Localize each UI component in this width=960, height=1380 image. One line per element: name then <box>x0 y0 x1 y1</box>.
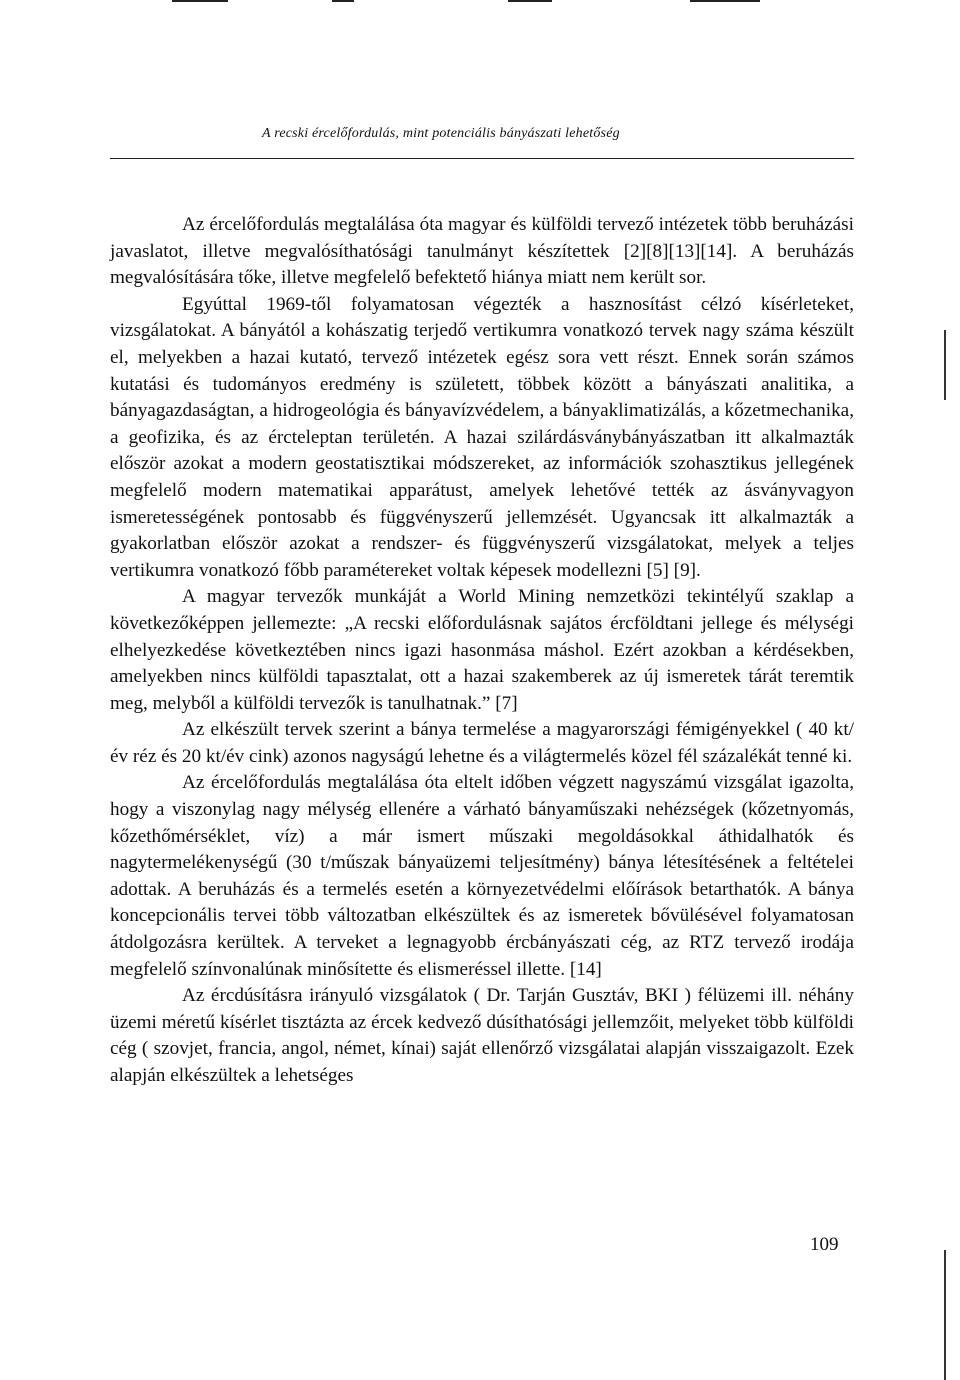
scan-edge-mark <box>944 1250 946 1380</box>
paragraph: Az elkészült tervek szerint a bánya termelése a magyarországi fémigényekkel ( 40 kt/év réz és 20 kt/év cink) azonos nagyságú lehetne és a világtermelés közel fél százalékát tenné ki. <box>110 719 854 767</box>
body-text <box>110 212 854 1090</box>
scan-edge-mark <box>508 0 552 2</box>
running-head: A recski ércelőfordulás, mint potenciális bányászati lehetőség <box>262 126 620 141</box>
paragraph: Egyúttal 1969-től folyamatosan végezték a hasznosítást célzó kísérleteket, vizsgálatokat. A bányától a kohászatig terjedő vertikumra vonatkozó tervek nagy száma készült el, melyekben a hazai kutató, tervező intézetek egész sora vett részt. Ennek során számos kutatási és tudományos eredmény is született, többek között a bányászati analitika, a bányagazdaságtan, a hidrogeológia és bányavízvédelem, a bányaklimatizálás, a kőzetmechanika, a geofizika, és az ércteleptan területén. A hazai szilárdásványbányászatban itt alkalmazták először azokat a modern geostatisztikai módszereket, az információk szohasztikus jellegének megfelelő modern matematikai apparátust, amelyek lehetővé tették az ásványvagyon ismeretességének pontosabb és függvényszerű jellemzését. Ugyancsak itt alkalmazták a gyakorlatban először azokat a rendszer- és függvényszerű vizsgálatokat, melyek a teljes vertikumra vonatkozó főbb paramétereket voltak képesek modellezni [5] [9]. <box>110 293 854 581</box>
page-number: 109 <box>810 1234 839 1255</box>
scan-edge-mark <box>332 0 354 2</box>
scan-edge-mark <box>172 0 228 2</box>
paragraph: Az ércelőfordulás megtalálása óta magyar és külföldi tervező intézetek több beruházási javaslatot, illetve megvalósíthatósági tanulmányt készítettek [2][8][13][14]. A beruházás megvalósítására tőke, illetve megfelelő befektető hiánya miatt nem került sor. <box>110 214 854 289</box>
paragraph: Az ércelőfordulás megtalálása óta eltelt időben végzett nagyszámú vizsgálat igazolta, hogy a viszonylag nagy mélység ellenére a várható bányaműszaki nehézségek (kőzetnyomás, kőzethőmérséklet, víz) a már ismert műszaki megoldásokkal áthidalhatók és nagytermelékenységű (30 t/műszak bányaüzemi teljesítmény) bánya létesítésének a feltételei adottak. A beruházás és a termelés esetén a környezetvédelmi előírások betarthatók. A bánya koncepcionális tervei több változatban elkészültek és az ismeretek bővülésével folyamatosan átdolgozásra kerültek. A terveket a legnagyobb ércbányászati cég, az RTZ tervező irodája megfelelő színvonalúnak minősítette és elismeréssel illette. [14] <box>110 772 854 980</box>
header-rule <box>110 158 854 159</box>
paragraph: A magyar tervezők munkáját a World Mining nemzetközi tekintélyű szaklap a következőképpen jellemezte: „A recski előfordulásnak sajátos ércföldtani jellege és mélységi elhelyezkedése következtében nincs igazi hasonmása máshol. Ezért azokban a kérdésekben, amelyekben nincs külföldi tapasztalat, ott a hazai szakemberek az új ismeretek tárát teremtik meg, melyből a külföldi tervezők is tanulhatnak.” [7] <box>110 586 854 714</box>
paragraph: Az ércdúsításra irányuló vizsgálatok ( Dr. Tarján Gusztáv, BKI ) félüzemi ill. néhány üzemi méretű kísérlet tisztázta az ércek kedvező dúsíthatósági jellemzőit, melyeket több külföldi cég ( szovjet, francia, angol, német, kínai) saját ellenőrző vizsgálatai alapján visszaigazolt. Ezek alapján elkészültek a lehetséges <box>110 985 854 1086</box>
scan-edge-mark <box>944 330 946 400</box>
scan-edge-mark <box>690 0 760 2</box>
